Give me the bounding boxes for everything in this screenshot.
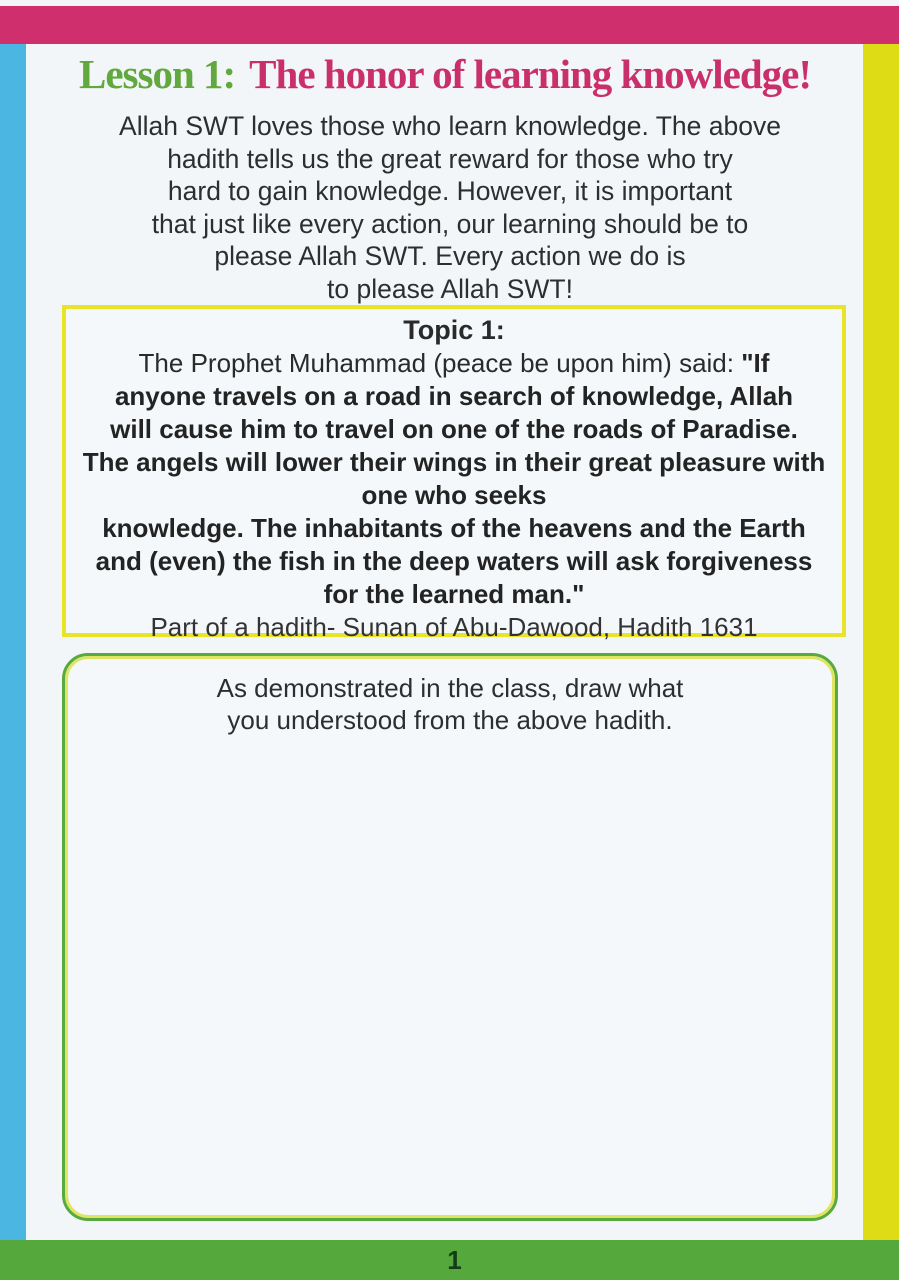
hadith-line: anyone travels on a road in search of knowledge, Allah <box>114 381 794 411</box>
page-title <box>40 50 850 98</box>
topic-heading: Topic 1: <box>403 315 505 345</box>
drawing-box <box>62 653 838 1221</box>
right-border-band <box>863 44 899 1240</box>
hadith-regular-segment: The Prophet Muhammad (peace be upon him) said: <box>138 348 742 378</box>
drawing-instruction-line: you understood from the above hadith. <box>227 705 673 735</box>
page-number: 1 <box>447 1244 462 1275</box>
hadith-line: one who seeks <box>361 480 547 510</box>
intro-line: hadith tells us the great reward for those who try <box>167 143 733 174</box>
top-border-band <box>0 6 899 44</box>
intro-line: please Allah SWT. Every action we do is <box>214 241 686 271</box>
hadith-line: for the learned man." <box>323 579 585 609</box>
intro-line: to please Allah SWT! <box>327 273 573 304</box>
hadith-bold-segment: "If <box>741 348 770 378</box>
hadith-line: The angels will lower their wings in their great pleasure with <box>82 447 826 477</box>
hadith-source: Part of a hadith- Sunan of Abu-Dawood, Hadith 1631 <box>150 612 758 642</box>
intro-line: that just like every action, our learning should be to <box>151 208 749 239</box>
intro-paragraph <box>60 110 840 305</box>
hadith-line: knowledge. The inhabitants of the heavens and the Earth <box>102 513 806 543</box>
lesson-label: Lesson 1: <box>79 51 236 97</box>
drawing-instruction-line: As demonstrated in the class, draw what <box>216 673 684 703</box>
hadith-line: and (even) the fish in the deep waters will ask forgiveness <box>95 546 813 576</box>
bottom-border-band <box>0 1240 899 1280</box>
intro-line: hard to gain knowledge. However, it is important <box>167 176 733 206</box>
intro-line: Allah SWT loves those who learn knowledge. The above <box>119 111 781 141</box>
hadith-line: will cause him to travel on one of the roads of Paradise. <box>110 414 798 444</box>
left-border-band <box>0 44 26 1240</box>
lesson-title-text: The honor of learning knowledge! <box>249 51 811 97</box>
hadith-line <box>66 347 842 380</box>
topic-box <box>62 305 846 642</box>
